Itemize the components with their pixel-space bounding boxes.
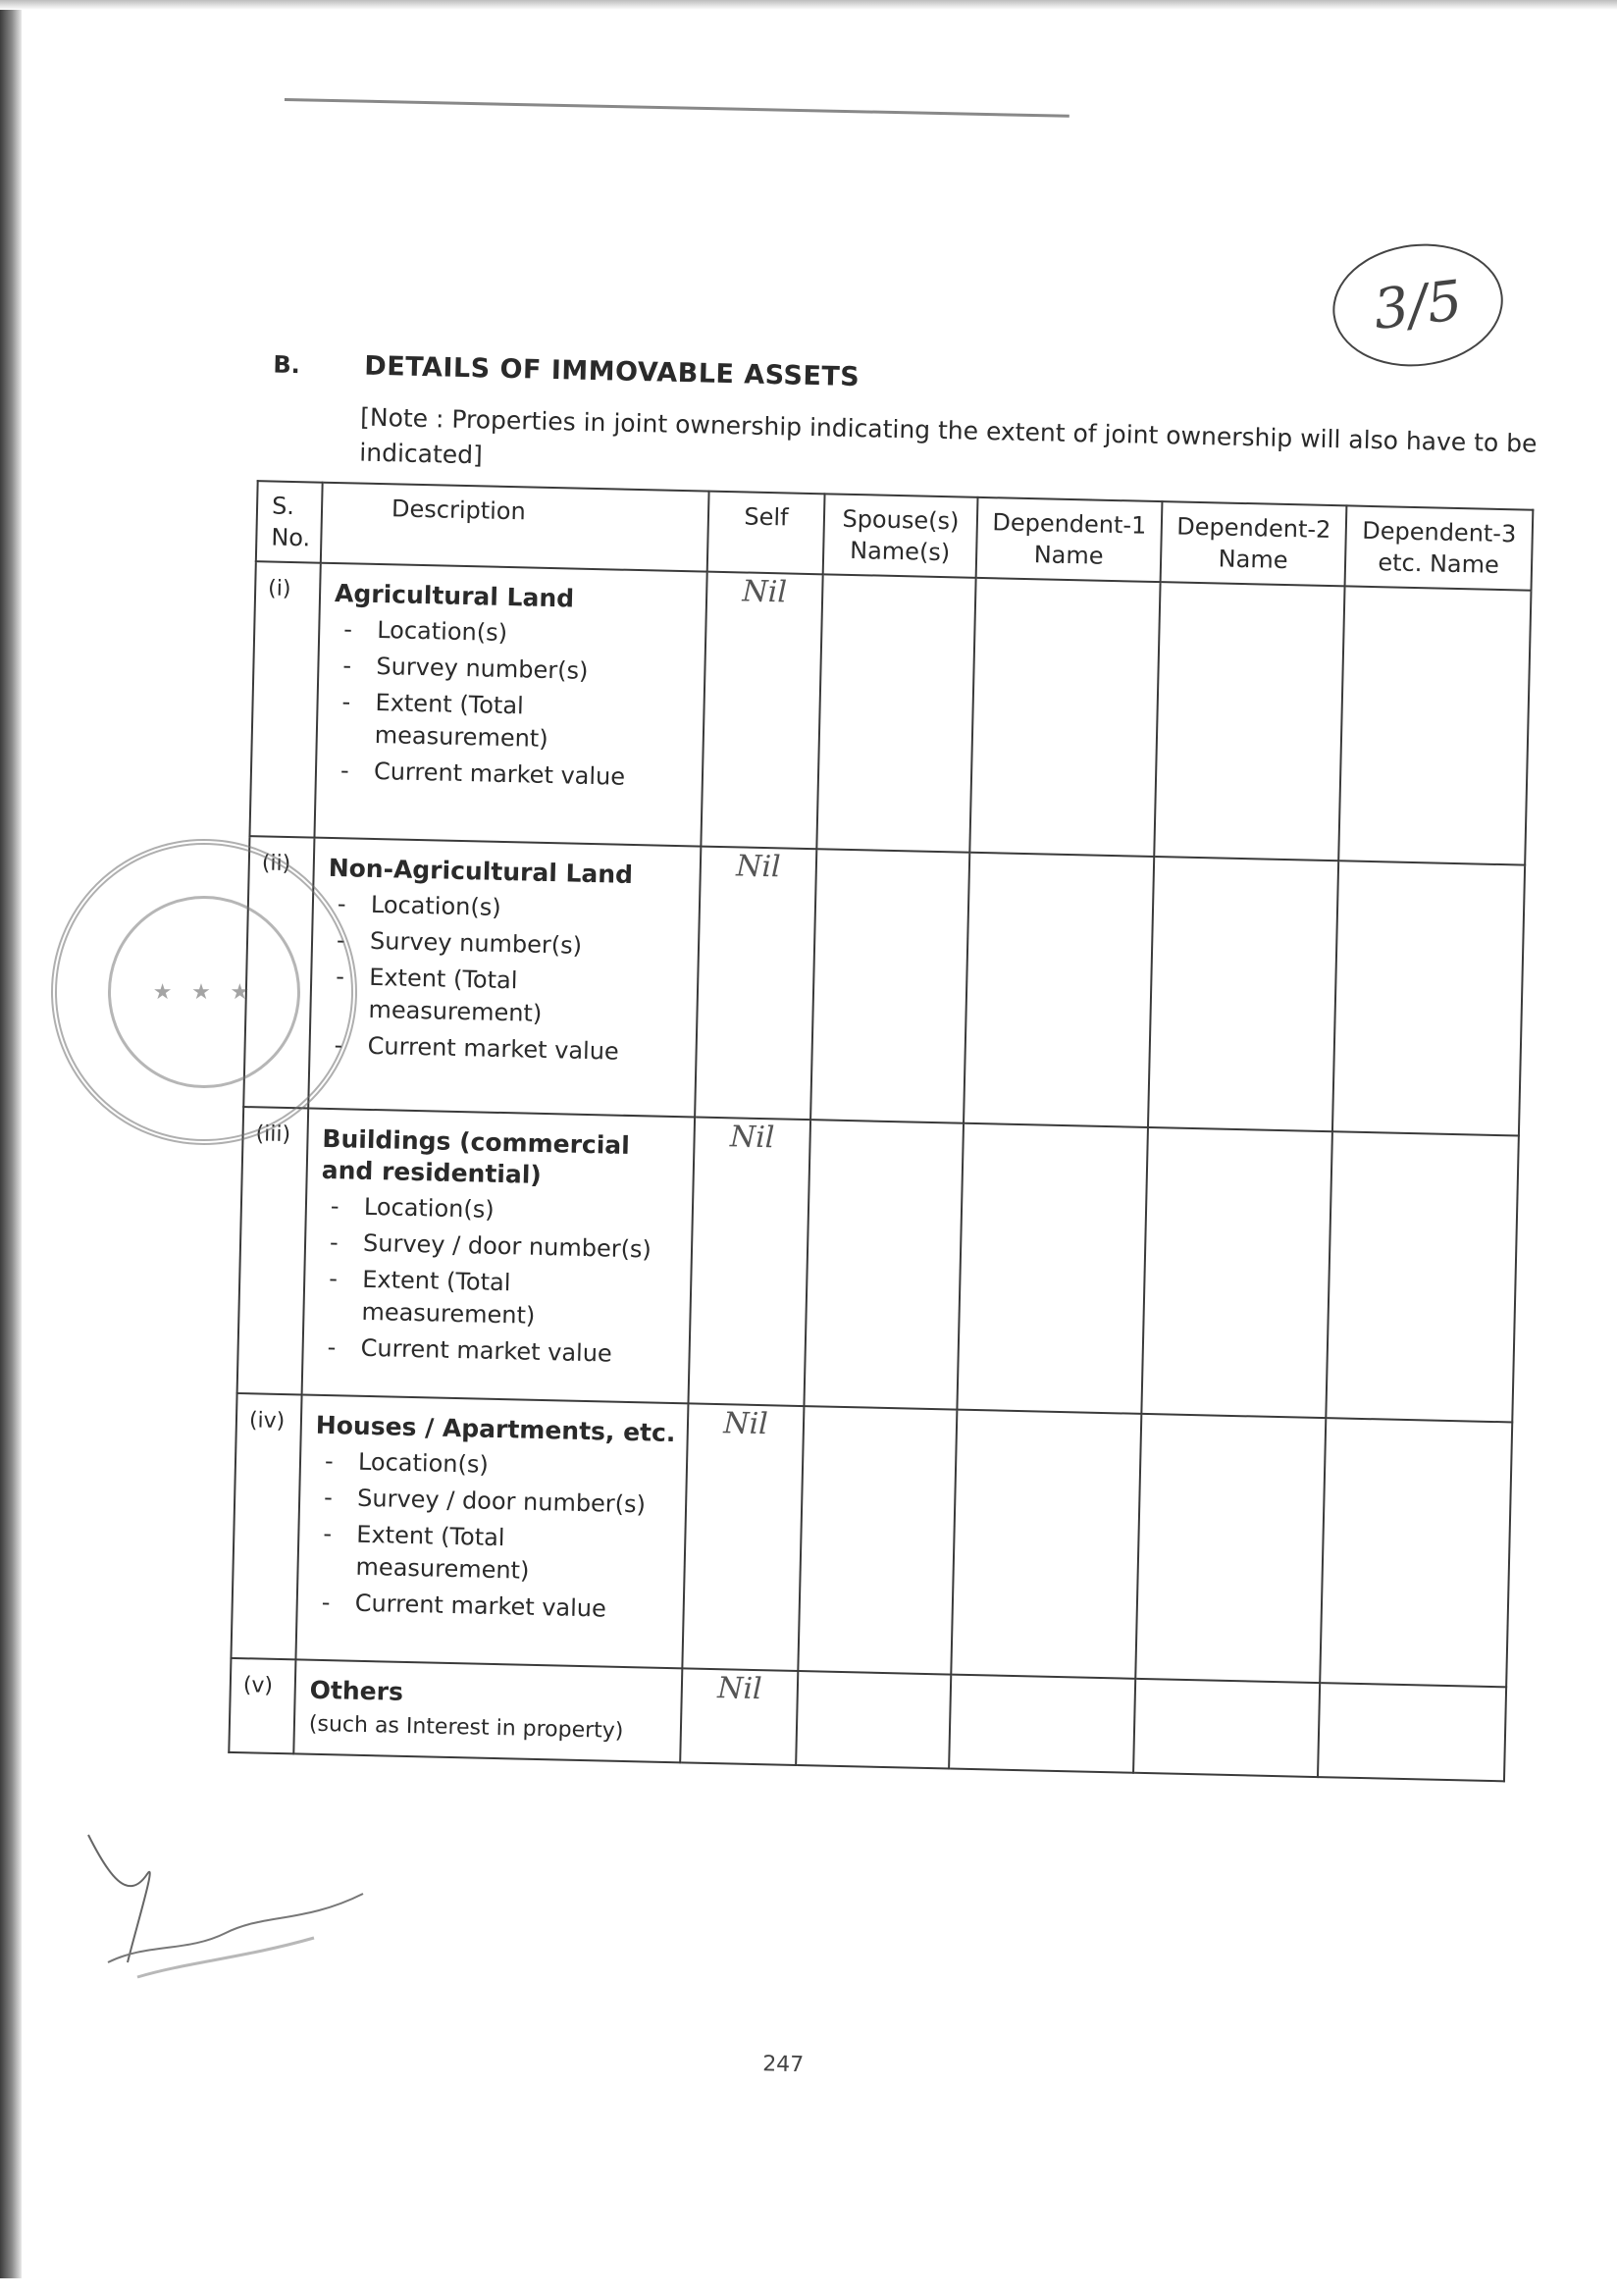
row-item-list [324,888,689,1070]
immovable-assets-table [228,480,1534,1782]
row-sno: (ii) [243,836,314,1108]
row-dependent-3-cell [1318,1683,1506,1781]
list-item: - Survey / door number(s) [320,1226,682,1267]
list-item: - Location(s) [321,1190,683,1230]
header-description: Description [321,483,709,572]
row-dependent-3-cell [1332,861,1525,1135]
handwritten-page-mark: 3/5 [1326,235,1509,375]
row-dependent-3-cell [1320,1418,1512,1687]
list-item: - Extent (Total measurement) [318,1263,680,1335]
row-item-list [311,1445,676,1627]
section-title: DETAILS OF IMMOVABLE ASSETS [364,350,861,393]
row-self-value: Nil [680,1668,798,1765]
list-item: - Current market value [317,1331,679,1372]
row-category-title: Others [309,1675,404,1706]
row-spouse-cell [796,1671,951,1769]
header-self: Self [707,492,825,575]
row-category-title: Houses / Apartments, etc. [315,1410,676,1448]
notary-stamp [51,839,357,1145]
row-dependent-2-cell [1135,1414,1326,1683]
row-item-list [317,1190,682,1372]
row-description [295,1394,688,1668]
row-spouse-cell [810,849,969,1122]
row-self-value: Nil [688,1117,810,1406]
list-item: - Current market value [324,1029,686,1070]
row-dependent-2-cell [1141,1127,1332,1418]
row-dependent-2-cell [1154,582,1344,861]
row-sno: (i) [249,561,320,837]
row-self-value: Nil [701,572,822,850]
notary-stamp-inner: ★ ★ ★ [108,896,300,1088]
list-item: - Extent (Total measurement) [312,1518,674,1591]
signature [69,1815,402,1992]
list-item: - Location(s) [315,1445,677,1486]
table-row [249,561,1531,864]
header-dependent-1: Dependent-1 Name [976,497,1163,582]
list-item: - Survey number(s) [327,924,689,965]
row-sno: (iv) [231,1393,301,1659]
table-row [237,1107,1519,1422]
row-sno: (v) [229,1658,295,1753]
row-spouse-cell [804,1120,964,1409]
header-sno: S. No. [256,481,323,562]
row-dependent-1-cell [957,1123,1148,1414]
section-letter: B. [273,350,301,380]
row-dependent-1-cell [964,853,1154,1127]
row-description [314,563,706,847]
row-spouse-cell [798,1406,957,1674]
row-description [293,1659,682,1762]
table-row [243,836,1525,1135]
row-category-title: Non-Agricultural Land [328,853,634,889]
row-category-title: Buildings (commercial and residential) [321,1123,631,1189]
row-dependent-2-cell [1148,857,1338,1131]
list-item: - Survey / door number(s) [314,1482,676,1522]
row-category-title: Agricultural Land [334,579,575,613]
list-item: - Extent (Total measurement) [331,686,693,758]
header-spouse: Spouse(s) Name(s) [823,494,978,578]
header-dependent-3: Dependent-3 etc. Name [1345,505,1534,590]
row-dependent-1-cell [951,1410,1141,1679]
row-description [308,838,701,1118]
section-note: [Note : Properties in joint ownership indicating the extent of joint ownership will also have to be indicated] [359,402,1538,470]
list-item: - Current market value [311,1587,673,1627]
row-dependent-1-cell [969,578,1160,857]
row-self-value: Nil [695,847,816,1121]
row-item-list [331,613,696,795]
header-dependent-2: Dependent-2 Name [1161,501,1347,586]
row-dependent-1-cell [949,1675,1135,1773]
page-number: 247 [761,2052,805,2078]
list-item: - Extent (Total measurement) [325,961,687,1033]
row-category-subtitle: (such as Interest in property) [308,1711,624,1744]
list-item: - Current market value [331,755,693,795]
row-dependent-3-cell [1338,586,1531,864]
row-spouse-cell [816,574,975,852]
row-dependent-3-cell [1326,1131,1519,1422]
row-description [302,1109,696,1404]
row-dependent-2-cell [1133,1679,1320,1777]
table-row [231,1393,1512,1687]
list-item: - Location(s) [334,613,696,653]
list-item: - Location(s) [328,888,690,928]
row-sno: (iii) [237,1107,309,1394]
row-self-value: Nil [682,1403,804,1671]
list-item: - Survey number(s) [333,650,695,690]
